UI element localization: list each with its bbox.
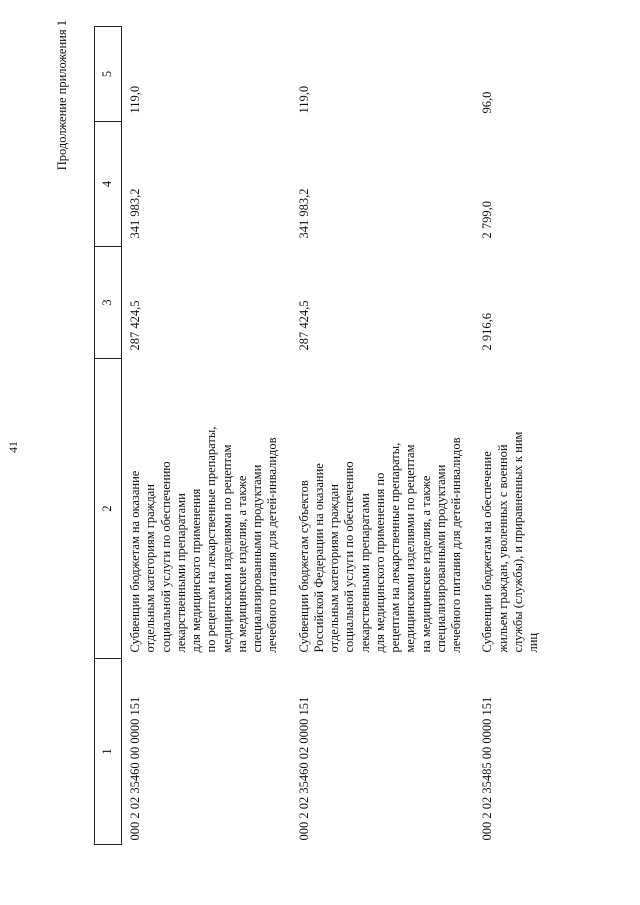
row-code: 000 2 02 35460 02 0000 151 (296, 696, 311, 841)
data-table (94, 26, 551, 845)
table-row (122, 27, 291, 845)
header-col-4: 4 (95, 122, 122, 247)
description-line: специализированными продуктами (433, 464, 448, 653)
appendix-caption: Продолжение приложения 1 (55, 20, 69, 171)
description-line: службы (службы), и приравненных к ним (510, 431, 525, 653)
description-line: социальной услуги по обеспечению (342, 461, 357, 653)
description-line: Субвенции бюджетам на оказание (128, 470, 142, 653)
row-col-3: 287 424,5 (128, 300, 142, 351)
description-line: отдельным категориям граждан (327, 484, 341, 653)
header-col-1: 1 (95, 659, 122, 845)
table-header-row (95, 27, 122, 845)
description-line: рецептам на лекарственные препараты, (388, 442, 402, 653)
row-col-5: 119,0 (296, 85, 311, 114)
description-line: социальной услуги по обеспечению (158, 461, 173, 653)
table-row (474, 27, 551, 845)
description-line: медицинскими изделиями по рецептам (219, 444, 234, 653)
description-line: лиц (526, 632, 540, 653)
description-line: лечебного питания для детей-инвалидов (449, 437, 463, 653)
row-col-4: 341 983,2 (128, 188, 142, 239)
row-description (122, 359, 291, 659)
row-col-5: 119,0 (128, 85, 142, 114)
header-col-2: 2 (95, 359, 122, 659)
description-line: для медицинского применения по (372, 472, 387, 653)
row-col-3: 2 916,6 (480, 313, 495, 351)
row-col-3: 287 424,5 (296, 300, 311, 351)
description-line: медицинскими изделиями по рецептам (403, 444, 418, 653)
row-code: 000 2 02 35485 00 0000 151 (480, 696, 495, 841)
description-line: лекарственными препаратами (173, 493, 188, 653)
description-line: по рецептам на лекарственные препараты, (204, 426, 219, 653)
description-line: лекарственными препаратами (357, 493, 372, 653)
header-col-5: 5 (95, 27, 122, 122)
description-line: на медицинские изделия, а также (234, 475, 249, 653)
description-line: Субвенции бюджетам субъектов (296, 480, 311, 653)
description-line: специализированными продуктами (250, 464, 264, 653)
row-col-4: 341 983,2 (296, 188, 311, 239)
row-description (474, 359, 551, 659)
description-line: Российской Федерации на оказание (311, 463, 326, 653)
description-line: отдельным категориям граждан (143, 484, 158, 653)
description-line: лечебного питания для детей-инвалидов (265, 437, 280, 653)
row-description (291, 359, 475, 659)
row-col-5: 96,0 (480, 91, 495, 114)
description-line: для медицинского применения (189, 488, 203, 653)
description-line: на медицинские изделия, а также (418, 475, 433, 653)
row-code: 000 2 02 35460 00 0000 151 (128, 696, 142, 841)
description-line: Субвенции бюджетам на обеспечение (480, 451, 495, 653)
description-line: жильем граждан, уволенных с военной (495, 444, 510, 653)
row-col-4: 2 799,0 (480, 201, 495, 239)
table-row (291, 27, 475, 845)
page-number: 41 (6, 441, 20, 453)
header-col-3: 3 (95, 247, 122, 359)
